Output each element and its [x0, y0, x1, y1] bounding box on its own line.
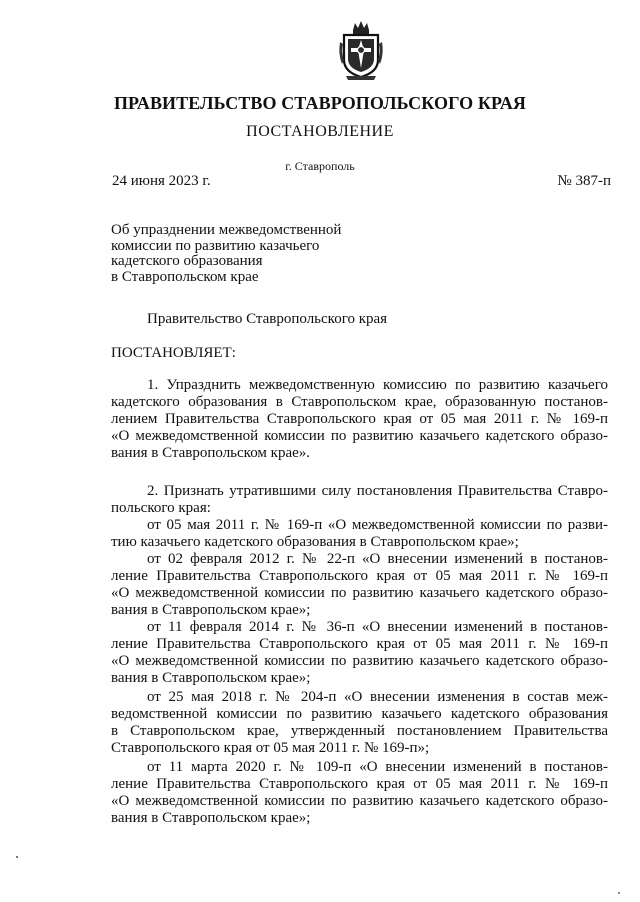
repealed-act-line: от 11 марта 2020 г. № 109-п «О внесении изменений в постанов-	[147, 759, 608, 775]
preamble: Правительство Ставропольского края	[147, 311, 388, 327]
repealed-act-line: вания в Ставропольском крае»;	[111, 810, 311, 826]
repealed-act-line: тию казачьего кадетского образования в Ставропольском крае»;	[111, 534, 519, 550]
item1-line: 1. Упразднить межведомственную комиссию по развитию казачьего	[147, 377, 608, 393]
repealed-act-line: вания в Ставропольском крае»;	[111, 602, 311, 618]
document-type: ПОСТАНОВЛЕНИЕ	[246, 123, 394, 140]
subject-line: комиссии по развитию казачьего	[111, 237, 320, 254]
repealed-act-line: ление Правительства Ставропольского края от 05 мая 2011 г. № 169-п	[111, 776, 608, 792]
item1-line: «О межведомственной комиссии по развитию казачьего кадетского образо-	[111, 428, 608, 444]
repealed-act-line: от 11 февраля 2014 г. № 36-п «О внесении изменений в постанов-	[147, 619, 608, 635]
subject-line: Об упразднении межведомственной	[111, 222, 342, 238]
item1-line: вания в Ставропольском крае».	[111, 445, 311, 461]
item2-line: польского края:	[111, 500, 211, 516]
repealed-act-line: «О межведомственной комиссии по развитию казачьего кадетского образо-	[111, 793, 608, 809]
repealed-act-line: ление Правительства Ставропольского края от 05 мая 2011 г. № 169-п	[111, 568, 608, 584]
repealed-act-line: от 05 мая 2011 г. № 169-п «О межведомственной комиссии по разви-	[147, 517, 608, 533]
subject-line: в Ставропольском крае	[111, 268, 259, 285]
repealed-act-line: Ставропольского края от 05 мая 2011 г. № 169-п»;	[111, 740, 430, 756]
repealed-act-line: ведомственной комиссии по развитию казачьего кадетского образования	[111, 706, 608, 722]
repealed-act-line: от 25 мая 2018 г. № 204-п «О внесении изменения в состав меж-	[147, 689, 608, 705]
repealed-act-line: от 02 февраля 2012 г. № 22-п «О внесении изменений в постанов-	[147, 551, 608, 567]
document-date: 24 июня 2023 г.	[112, 173, 211, 189]
subject-line: кадетского образования	[111, 253, 263, 269]
item1-line: кадетского образования в Ставропольском крае, образованную постанов-	[111, 394, 608, 410]
document-number: № 387-п	[557, 173, 611, 189]
item1-line: лением Правительства Ставропольского края от 05 мая 2011 г. № 169-п	[111, 411, 608, 427]
repealed-act-line: в Ставропольском крае, утвержденный постановлением Правительства	[111, 723, 608, 739]
item2-line: 2. Признать утратившими силу постановления Правительства Ставро-	[147, 483, 608, 499]
repealed-act-line: «О межведомственной комиссии по развитию казачьего кадетского образо-	[111, 653, 608, 669]
document-city: г. Ставрополь	[285, 159, 355, 173]
repealed-act-line: ление Правительства Ставропольского края от 05 мая 2011 г. № 169-п	[111, 636, 608, 652]
government-title: ПРАВИТЕЛЬСТВО СТАВРОПОЛЬСКОГО КРАЯ	[113, 93, 527, 113]
repealed-act-line: «О межведомственной комиссии по развитию казачьего кадетского образо-	[111, 585, 608, 601]
repealed-act-line: вания в Ставропольском крае»;	[111, 670, 311, 686]
resolves-heading: ПОСТАНОВЛЯЕТ:	[111, 345, 236, 361]
